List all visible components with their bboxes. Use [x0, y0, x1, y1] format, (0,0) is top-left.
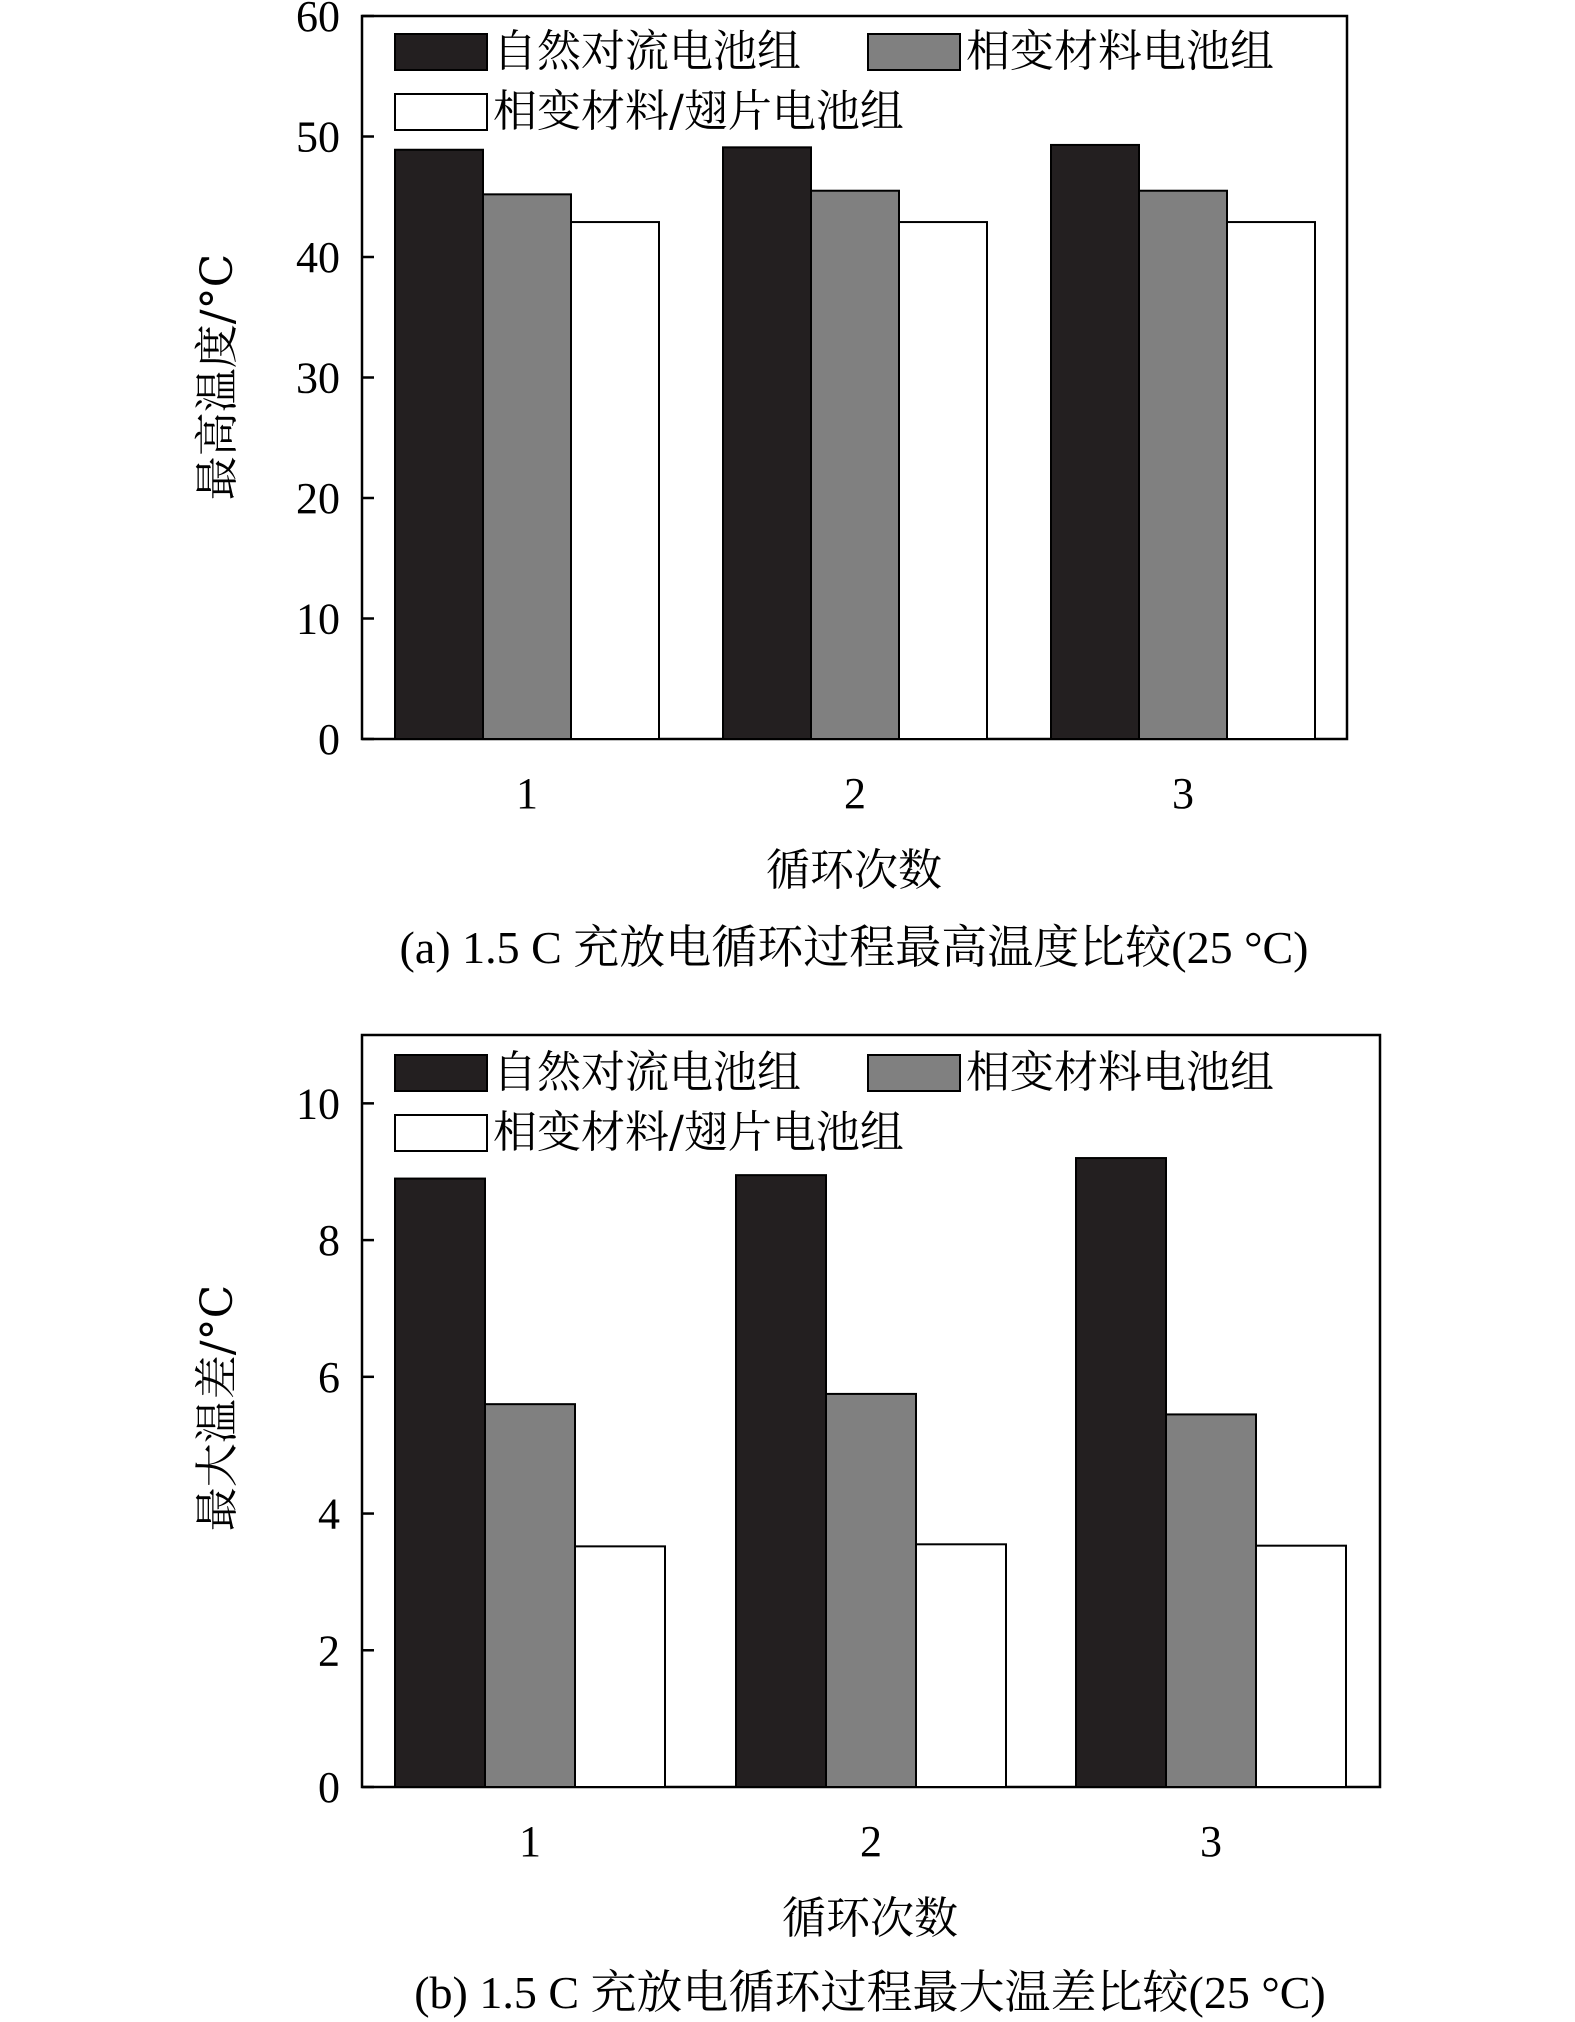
legend-label-1: 自然对流电池组	[493, 1047, 801, 1098]
legend-label-1: 自然对流电池组	[493, 26, 801, 77]
x-tick-label: 2	[860, 1817, 882, 1866]
legend-swatch-1	[395, 34, 487, 70]
figure-caption-a: (a) 1.5 C 充放电循环过程最高温度比较(25 °C)	[399, 922, 1309, 973]
bar-series-1-cat-3	[1051, 145, 1139, 739]
bar-series-2-cat-2	[826, 1394, 916, 1787]
legend-label-2: 相变材料电池组	[966, 26, 1274, 77]
y-tick-label: 20	[296, 474, 340, 523]
y-tick-label: 0	[318, 1763, 340, 1812]
figure-caption-b: (b) 1.5 C 充放电循环过程最大温差比较(25 °C)	[414, 1967, 1326, 2018]
legend-swatch-3	[395, 94, 487, 130]
y-tick-label: 8	[318, 1216, 340, 1266]
y-tick-label: 40	[296, 233, 340, 282]
legend-swatch-2	[868, 34, 960, 70]
y-axis-title: 最大温差/°C	[192, 1284, 243, 1532]
legend	[395, 26, 1274, 137]
y-tick-label: 50	[296, 112, 340, 162]
legend-label-2: 相变材料电池组	[966, 1047, 1274, 1098]
bar-series-1-cat-2	[723, 147, 811, 739]
x-axis-title: 循环次数	[782, 1893, 958, 1944]
bar-series-3-cat-2	[916, 1544, 1006, 1787]
legend-label-3: 相变材料/翅片电池组	[493, 1107, 904, 1158]
bar-series-3-cat-3	[1227, 222, 1315, 739]
bars-group	[395, 1158, 1346, 1787]
legend-swatch-1	[395, 1055, 487, 1091]
legend-label-3: 相变材料/翅片电池组	[493, 86, 904, 137]
y-tick-label: 30	[296, 353, 340, 403]
bar-series-3-cat-3	[1256, 1546, 1346, 1787]
y-tick-label: 6	[318, 1352, 340, 1402]
y-tick-label: 4	[318, 1489, 340, 1539]
x-tick-label: 3	[1172, 769, 1194, 818]
bar-series-2-cat-1	[485, 1404, 575, 1787]
legend-swatch-3	[395, 1115, 487, 1151]
x-tick-label: 3	[1200, 1817, 1222, 1866]
x-tick-label: 2	[844, 769, 866, 818]
bar-series-2-cat-1	[483, 194, 571, 739]
bar-series-1-cat-2	[736, 1175, 826, 1787]
y-tick-label: 0	[318, 715, 340, 764]
x-axis-title: 循环次数	[766, 845, 942, 896]
bar-series-1-cat-1	[395, 150, 483, 739]
bar-series-3-cat-2	[899, 222, 987, 739]
bar-series-2-cat-2	[811, 191, 899, 739]
y-tick-label: 10	[296, 594, 340, 644]
bar-series-1-cat-3	[1076, 1158, 1166, 1787]
bar-series-3-cat-1	[575, 1546, 665, 1787]
bar-series-1-cat-1	[395, 1179, 485, 1787]
chart-panel-a	[192, 0, 1347, 973]
legend-swatch-2	[868, 1055, 960, 1091]
x-tick-label: 1	[519, 1817, 541, 1866]
x-axis	[519, 1817, 1222, 1866]
bar-series-2-cat-3	[1139, 191, 1227, 739]
y-tick-label: 60	[296, 0, 340, 41]
y-tick-label: 2	[318, 1626, 340, 1676]
chart-panel-b	[192, 1035, 1380, 2018]
x-axis	[516, 769, 1194, 818]
bars-group	[395, 145, 1315, 739]
legend	[395, 1047, 1274, 1158]
x-tick-label: 1	[516, 769, 538, 818]
y-axis-title: 最高温度/°C	[192, 253, 243, 501]
y-tick-label: 10	[296, 1079, 340, 1129]
bar-series-2-cat-3	[1166, 1414, 1256, 1787]
bar-series-3-cat-1	[571, 222, 659, 739]
